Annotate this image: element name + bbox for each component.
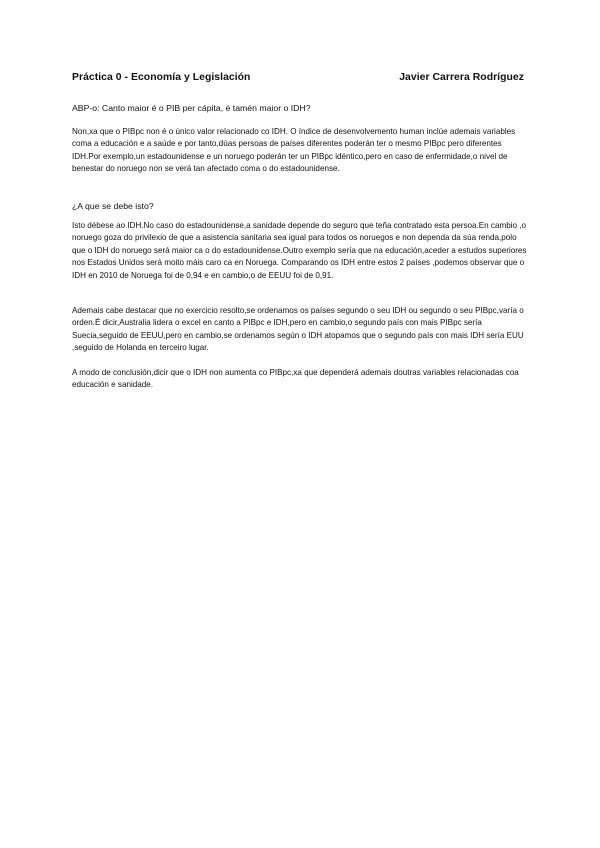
paragraph-answer: Non,xa que o PIBpc non é o único valor relacionado co IDH. O índice de desenvolvemento human inclúe ademais variables coma a educación e a saúde e por tanto,dúas persoas de países diferentes poderán ter o mesmo PIBpc pero diferentes IDH.Por exemplo,un estadounidense e un noruego poderán ter un PIBpc idéntico,pero en caso de enfermidade,o nivel de benestar do noruego non se verá tan afectado coma o do estadounidense. <box>72 127 516 174</box>
main-question: ABP-o: Canto maior é o PIB per cápita, é tamén maior o IDH? <box>72 103 311 113</box>
paragraph-conclusion: A modo de conclusión,dicir que o IDH non aumenta co PIBpc,xa que dependerá ademais doutras variables relacionadas coa educación e sanidade. <box>72 368 519 390</box>
document-header <box>72 72 528 83</box>
document-title: Práctica 0 - Economía y Legislación <box>72 72 251 83</box>
sub-question: ¿A que se debe isto? <box>72 201 154 211</box>
paragraph-ranking: Ademais cabe destacar que no exercicio resolto,se ordenamos os países segundo o seu IDH ou segundo o seu PIBpc,varía o orden.É dicir,Australia lidera o excel en canto a PIBpc e IDH,pero en cambio,o segundo país con mais PIBpc sería Suecia,seguido de EEUU,pero en cambio,se ordenamos según o IDH atopamos que o segundo país con mais IDH sería EUU ,seguido de Holanda en terceiro lugar. <box>72 306 524 353</box>
paragraph-explanation: Isto débese ao IDH.No caso do estadounidense,a sanidade depende do seguro que teña contratado esta persoa.En cambio ,o noruego goza do privilexio de que a asistencia sanitaria sea igual para todos os noruegos e non dependa da súa renda,polo que o IDH do noruego será maior ca o do estadounidense.Outro exemplo sería que na educación,aceder a estudos superiores nos Estados Unidos será moito máis caro ca en Noruega. Comparando os IDH entre estos 2 países ,podemos observar que o IDH en 2010 de Noruega foi de 0,94 e en cambio,o de EEUU foi de 0,91. <box>72 221 527 280</box>
document-author: Javier Carrera Rodríguez <box>399 72 524 83</box>
